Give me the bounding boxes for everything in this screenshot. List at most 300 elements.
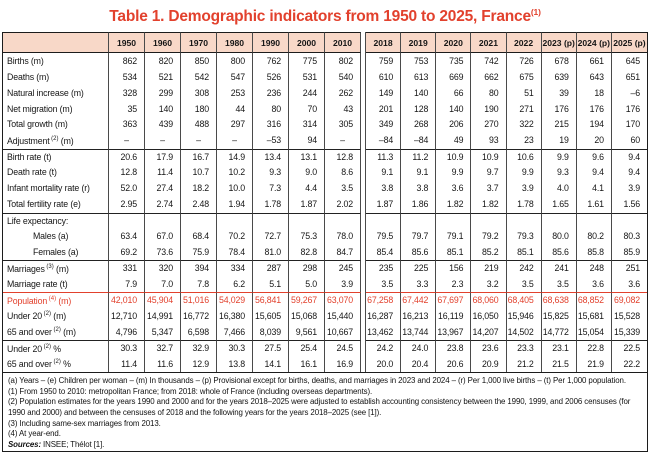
value-cell: 9.7 [471, 165, 506, 181]
value-cell: 72.7 [253, 228, 289, 244]
row-label-text: Deaths (m) [7, 71, 50, 82]
value-cell: 78.0 [325, 228, 361, 244]
value-cell: 669 [436, 69, 471, 85]
value-cell: 15,054 [577, 324, 612, 340]
value-cell: 4.0 [542, 181, 577, 197]
value-cell: 51,016 [181, 292, 217, 308]
value-cell: 176 [625, 103, 640, 114]
value-cell: 314 [289, 117, 325, 133]
table-title [0, 0, 650, 32]
value-cell: 299 [145, 85, 181, 101]
table-row [3, 324, 647, 340]
value-cell: 11.2 [401, 149, 436, 165]
value-cell: 9.3 [542, 165, 577, 181]
value-cell: 176 [542, 101, 577, 117]
value-cell: 4.4 [289, 181, 325, 197]
row-label [3, 244, 109, 260]
row-label-footnote-ref: (2) [49, 135, 59, 142]
column-header-2019: 2019 [401, 32, 436, 53]
row-label-text: Under 20 [7, 311, 42, 322]
value-cell: 11.4 [109, 356, 145, 372]
value-cell: 80.2 [577, 228, 612, 244]
value-cell: 11.3 [366, 149, 401, 165]
value-cell: 1.78 [507, 197, 542, 213]
value-cell: 3.7 [471, 181, 506, 197]
value-cell: 75.9 [181, 244, 217, 260]
sources-text: INSEE; Thélot [1]. [40, 440, 105, 450]
value-cell: 488 [181, 117, 217, 133]
value-cell: 79.1 [436, 228, 471, 244]
value-cell: 9,561 [289, 324, 325, 340]
table-title-text: Table 1. Demographic indicators from 1950 to 2025, France [109, 8, 531, 26]
corner-cell [3, 32, 109, 53]
value-cell: 675 [507, 69, 542, 85]
table-frame [2, 32, 648, 452]
value-cell: 3.6 [577, 276, 612, 292]
value-cell: 32.9 [181, 340, 217, 356]
value-cell: 82.8 [289, 244, 325, 260]
value-cell: 1.82 [471, 197, 506, 213]
value-cell: 85.4 [366, 244, 401, 260]
row-label-text: Females (a) [33, 246, 79, 257]
column-header-1990: 1990 [253, 32, 289, 53]
row-label [3, 276, 109, 292]
row-label [3, 324, 109, 340]
value-cell: 13,967 [436, 324, 471, 340]
row-label [3, 340, 109, 356]
row-label [3, 356, 109, 372]
value-cell: 735 [436, 53, 471, 69]
row-label [3, 197, 109, 213]
value-cell: 20 [577, 133, 612, 149]
value-cell: 7.9 [109, 276, 145, 292]
value-cell: 242 [507, 260, 542, 276]
value-cell: 85.8 [577, 244, 612, 260]
footnote-abbreviations: (a) Years – (e) Children per woman – (m) In thousands – (p) Provisional except for births, deaths, and marriages in 2023 and 2024 – (r) Per 1,000 live births – (t) Per 1,000 population. [8, 375, 626, 385]
value-cell: 521 [145, 69, 181, 85]
value-cell: 11.4 [145, 165, 181, 181]
value-cell: 80.3 [623, 231, 640, 242]
row-label-text: Natural increase (m) [7, 87, 84, 98]
value-cell: 15,681 [577, 308, 612, 324]
value-cell: 85.2 [471, 244, 506, 260]
value-cell: – [217, 133, 253, 149]
value-cell: 219 [471, 260, 506, 276]
column-header-1980: 1980 [217, 32, 253, 53]
row-label [3, 117, 109, 133]
value-cell: 140 [436, 101, 471, 117]
value-cell: 439 [145, 117, 181, 133]
column-header-2023p: 2023 (p) [542, 32, 577, 53]
value-cell [325, 213, 361, 229]
value-cell: 23.6 [471, 340, 506, 356]
demographic-indicators-table [3, 32, 647, 372]
value-cell: 12,710 [109, 308, 145, 324]
footnote-2: (2) Population estimates for the years 1990 and 2000 and for the years 2018–2025 were adjusted to establish accounting consistency between the 1990, 1999, and 2006 censuses (for 1990 and 2000) and between the censuses of 2018 and the following years for the years 2018–2025 (see [1]). [8, 397, 631, 418]
value-cell: 27.4 [145, 181, 181, 197]
row-label [3, 213, 109, 229]
value-cell: 16.1 [289, 356, 325, 372]
value-cell: 3.2 [471, 276, 506, 292]
value-cell: 3.6 [436, 181, 471, 197]
value-cell: 80 [471, 85, 506, 101]
row-label-text: Marriage rate (t) [7, 278, 68, 289]
value-cell: 5,347 [145, 324, 181, 340]
value-cell: 800 [217, 53, 253, 69]
value-cell: 610 [366, 69, 401, 85]
value-cell: 1.82 [436, 197, 471, 213]
value-cell: 14.9 [217, 149, 253, 165]
value-cell: 15,440 [325, 308, 361, 324]
value-cell: 80 [253, 101, 289, 117]
table-row [3, 197, 647, 213]
value-cell: 68,060 [471, 292, 506, 308]
value-cell: 534 [109, 69, 145, 85]
table-header-row [3, 32, 647, 53]
value-cell: 24.2 [366, 340, 401, 356]
value-cell [253, 213, 289, 229]
value-cell: 67,258 [366, 292, 401, 308]
value-cell: 30.3 [217, 340, 253, 356]
row-label-text: Males (a) [33, 231, 69, 242]
value-cell: 3.5 [542, 276, 577, 292]
value-cell: 1.87 [289, 197, 325, 213]
row-label-text: Life expectancy: [7, 215, 69, 226]
value-cell: 547 [217, 69, 253, 85]
value-cell: 24.5 [325, 340, 361, 356]
row-label-unit: (m) [51, 311, 67, 322]
value-cell: 85.6 [542, 244, 577, 260]
value-cell: 176 [577, 101, 612, 117]
value-cell: 68,852 [577, 292, 612, 308]
row-label [3, 53, 109, 69]
column-header-1960: 1960 [145, 32, 181, 53]
value-cell: 67.0 [145, 228, 181, 244]
row-label [3, 133, 109, 149]
table-title-footnote-ref: (1) [530, 7, 541, 17]
row-label-footnote-ref: (2) [51, 327, 61, 334]
value-cell: 10.2 [217, 165, 253, 181]
table-row [3, 181, 647, 197]
value-cell: 14,502 [507, 324, 542, 340]
value-cell [401, 213, 436, 229]
value-cell: 9.4 [612, 149, 647, 165]
value-cell: 308 [181, 85, 217, 101]
value-cell: 80.0 [542, 228, 577, 244]
value-cell: 526 [253, 69, 289, 85]
value-cell: 271 [507, 101, 542, 117]
value-cell: 22.8 [577, 340, 612, 356]
value-cell: 194 [577, 117, 612, 133]
row-label-text: 65 and over [7, 327, 52, 338]
value-cell: 69,082 [612, 292, 647, 308]
column-header-2024p: 2024 (p) [577, 32, 612, 53]
value-cell: 2.3 [436, 276, 471, 292]
value-cell: 27.5 [253, 340, 289, 356]
row-label [3, 260, 109, 276]
row-label-text: Death rate (t) [7, 167, 57, 178]
value-cell: 79.3 [507, 228, 542, 244]
value-cell: 363 [109, 117, 145, 133]
value-cell: 297 [217, 117, 253, 133]
value-cell: 8.6 [325, 165, 361, 181]
value-cell: 78.4 [217, 244, 253, 260]
value-cell: 262 [325, 85, 361, 101]
row-label-text: Marriages [7, 263, 45, 274]
value-cell: 206 [436, 117, 471, 133]
value-cell: 753 [401, 53, 436, 69]
value-cell: 81.0 [253, 244, 289, 260]
value-cell: 16,772 [181, 308, 217, 324]
value-cell: 661 [577, 53, 612, 69]
row-label-text: 65 and over [7, 359, 52, 369]
value-cell: 69.2 [109, 244, 145, 260]
value-cell: 180 [181, 101, 217, 117]
value-cell: 21.2 [507, 356, 542, 372]
value-cell: 9.4 [628, 167, 640, 178]
table-row [3, 101, 647, 117]
value-cell: 742 [471, 53, 506, 69]
table-row [3, 292, 647, 308]
value-cell: 75.3 [289, 228, 325, 244]
value-cell: 270 [471, 117, 506, 133]
value-cell: 10.6 [507, 149, 542, 165]
value-cell: 15,068 [289, 308, 325, 324]
value-cell: 24.0 [401, 340, 436, 356]
value-cell: 20.6 [436, 356, 471, 372]
value-cell: 334 [217, 260, 253, 276]
value-cell: 54,029 [217, 292, 253, 308]
table-row [3, 117, 647, 133]
row-label-footnote-ref: (2) [51, 359, 61, 366]
value-cell: 662 [471, 69, 506, 85]
value-cell: 7.3 [253, 181, 289, 197]
value-cell: 248 [577, 260, 612, 276]
value-cell: 67,697 [436, 292, 471, 308]
value-cell: 14,772 [542, 324, 577, 340]
value-cell: 13.4 [253, 149, 289, 165]
value-cell: – [109, 133, 145, 149]
column-header-2018: 2018 [366, 32, 401, 53]
value-cell: 759 [366, 53, 401, 69]
value-cell: 79.7 [401, 228, 436, 244]
row-label-text: Infant mortality rate (r) [7, 183, 90, 194]
value-cell: 51 [507, 85, 542, 101]
value-cell: 15,825 [542, 308, 577, 324]
value-cell: 18.2 [181, 181, 217, 197]
value-cell: 3.5 [507, 276, 542, 292]
value-cell: 9.6 [577, 149, 612, 165]
column-header-2020: 2020 [436, 32, 471, 53]
value-cell: 70 [289, 101, 325, 117]
value-cell: 775 [289, 53, 325, 69]
value-cell: 85.1 [436, 244, 471, 260]
value-cell: 4,796 [109, 324, 145, 340]
sources-label: Sources: [8, 440, 41, 450]
row-label-footnote-ref: (2) [42, 343, 51, 350]
value-cell [542, 213, 577, 229]
value-cell: 1.65 [542, 197, 577, 213]
value-cell: 678 [542, 53, 577, 69]
row-label-text: Total growth (m) [7, 119, 68, 130]
value-cell: 349 [366, 117, 401, 133]
value-cell: 21.5 [542, 356, 577, 372]
value-cell: 2.74 [145, 197, 181, 213]
value-cell: 316 [253, 117, 289, 133]
value-cell: 850 [181, 53, 217, 69]
value-cell: 236 [253, 85, 289, 101]
value-cell: 651 [625, 71, 640, 82]
value-cell: – [145, 133, 181, 149]
value-cell: 79.5 [366, 228, 401, 244]
table-row [3, 244, 647, 260]
value-cell: 305 [325, 117, 361, 133]
value-cell: 241 [542, 260, 577, 276]
value-cell: 16.9 [325, 356, 361, 372]
value-cell: 44 [217, 101, 253, 117]
row-label-footnote-ref: (4) [47, 295, 57, 302]
value-cell: 322 [507, 117, 542, 133]
table-row [3, 213, 647, 229]
value-cell: 85.1 [507, 244, 542, 260]
value-cell: 762 [253, 53, 289, 69]
row-label-footnote-ref: (3) [44, 263, 54, 270]
value-cell: 3.8 [401, 181, 436, 197]
row-label-text: Birth rate (t) [7, 151, 52, 162]
value-cell: 9.9 [507, 165, 542, 181]
footnotes-block [3, 372, 647, 451]
value-cell: 42,010 [109, 292, 145, 308]
value-cell [436, 213, 471, 229]
table-row [3, 308, 647, 324]
value-cell: 10.9 [471, 149, 506, 165]
column-header-1970: 1970 [181, 32, 217, 53]
row-label-text: Total fertility rate (e) [7, 199, 81, 210]
value-cell: 149 [366, 85, 401, 101]
value-cell: 540 [325, 69, 361, 85]
row-label [3, 228, 109, 244]
value-cell: 1.86 [401, 197, 436, 213]
value-cell: 56,841 [253, 292, 289, 308]
row-label [3, 292, 109, 308]
value-cell: 73.6 [145, 244, 181, 260]
column-header-2010: 2010 [325, 32, 361, 53]
value-cell: 12.9 [181, 356, 217, 372]
value-cell: 3.3 [401, 276, 436, 292]
value-cell: 43 [325, 101, 361, 117]
value-cell: 52.0 [109, 181, 145, 197]
value-cell: 45,904 [145, 292, 181, 308]
value-cell: 394 [181, 260, 217, 276]
sources-line [8, 440, 642, 451]
value-cell: 3.6 [628, 278, 640, 289]
value-cell: 85.9 [623, 246, 640, 257]
value-cell: 10,667 [325, 324, 361, 340]
value-cell: 5.0 [289, 276, 325, 292]
value-cell: 59,267 [289, 292, 325, 308]
value-cell: –6 [630, 87, 640, 98]
value-cell: 251 [612, 260, 647, 276]
value-cell: 1.87 [366, 197, 401, 213]
column-header-2022: 2022 [507, 32, 542, 53]
value-cell: 84.7 [325, 244, 361, 260]
row-label-unit: (m) [58, 135, 74, 146]
value-cell: 253 [217, 85, 253, 101]
table-row [3, 228, 647, 244]
value-cell: 320 [145, 260, 181, 276]
value-cell: 140 [401, 85, 436, 101]
value-cell: 3.8 [366, 181, 401, 197]
value-cell: 9.9 [542, 149, 577, 165]
row-label-text: Adjustment [7, 135, 50, 146]
row-label-text: Net migration (m) [7, 103, 73, 114]
table-row [3, 133, 647, 149]
value-cell: 128 [401, 101, 436, 117]
value-cell: 16,287 [366, 308, 401, 324]
value-cell: 20.6 [109, 149, 145, 165]
row-label-unit: % [51, 343, 61, 354]
value-cell: 3.9 [628, 183, 640, 194]
value-cell: 7,466 [217, 324, 253, 340]
value-cell: 79.2 [471, 228, 506, 244]
column-header-2000: 2000 [289, 32, 325, 53]
value-cell: –84 [366, 133, 401, 149]
value-cell: 16,213 [401, 308, 436, 324]
row-label [3, 181, 109, 197]
value-cell: 542 [181, 69, 217, 85]
value-cell: 70.2 [217, 228, 253, 244]
row-label [3, 165, 109, 181]
value-cell [181, 213, 217, 229]
value-cell: 1.56 [623, 199, 640, 210]
value-cell [471, 213, 506, 229]
value-cell: 287 [253, 260, 289, 276]
value-cell [289, 213, 325, 229]
value-cell: 49 [436, 133, 471, 149]
value-cell: 16.7 [181, 149, 217, 165]
value-cell: 11.6 [145, 356, 181, 372]
value-cell [507, 213, 542, 229]
value-cell: 6,598 [181, 324, 217, 340]
value-cell: 14.1 [253, 356, 289, 372]
value-cell: 14,991 [145, 308, 181, 324]
value-cell: 19 [542, 133, 577, 149]
value-cell: 1.61 [577, 197, 612, 213]
value-cell: 15,339 [613, 326, 640, 337]
value-cell: 68.4 [181, 228, 217, 244]
value-cell: 67,442 [401, 292, 436, 308]
value-cell: – [325, 133, 361, 149]
value-cell: 140 [145, 101, 181, 117]
value-cell: 10.9 [436, 149, 471, 165]
value-cell: 6.2 [217, 276, 253, 292]
value-cell: 643 [577, 69, 612, 85]
value-cell: 8,039 [253, 324, 289, 340]
value-cell: 215 [542, 117, 577, 133]
value-cell: 9.9 [436, 165, 471, 181]
value-cell: 32.7 [145, 340, 181, 356]
value-cell: 9.1 [366, 165, 401, 181]
row-label-unit: (m) [60, 327, 76, 338]
row-label [3, 308, 109, 324]
table-row [3, 165, 647, 181]
value-cell: 1.78 [253, 197, 289, 213]
row-label-unit: % [60, 359, 71, 369]
value-cell: 10.7 [181, 165, 217, 181]
table-row [3, 69, 647, 85]
row-label-text: Under 20 [7, 343, 42, 354]
value-cell: 68,638 [542, 292, 577, 308]
